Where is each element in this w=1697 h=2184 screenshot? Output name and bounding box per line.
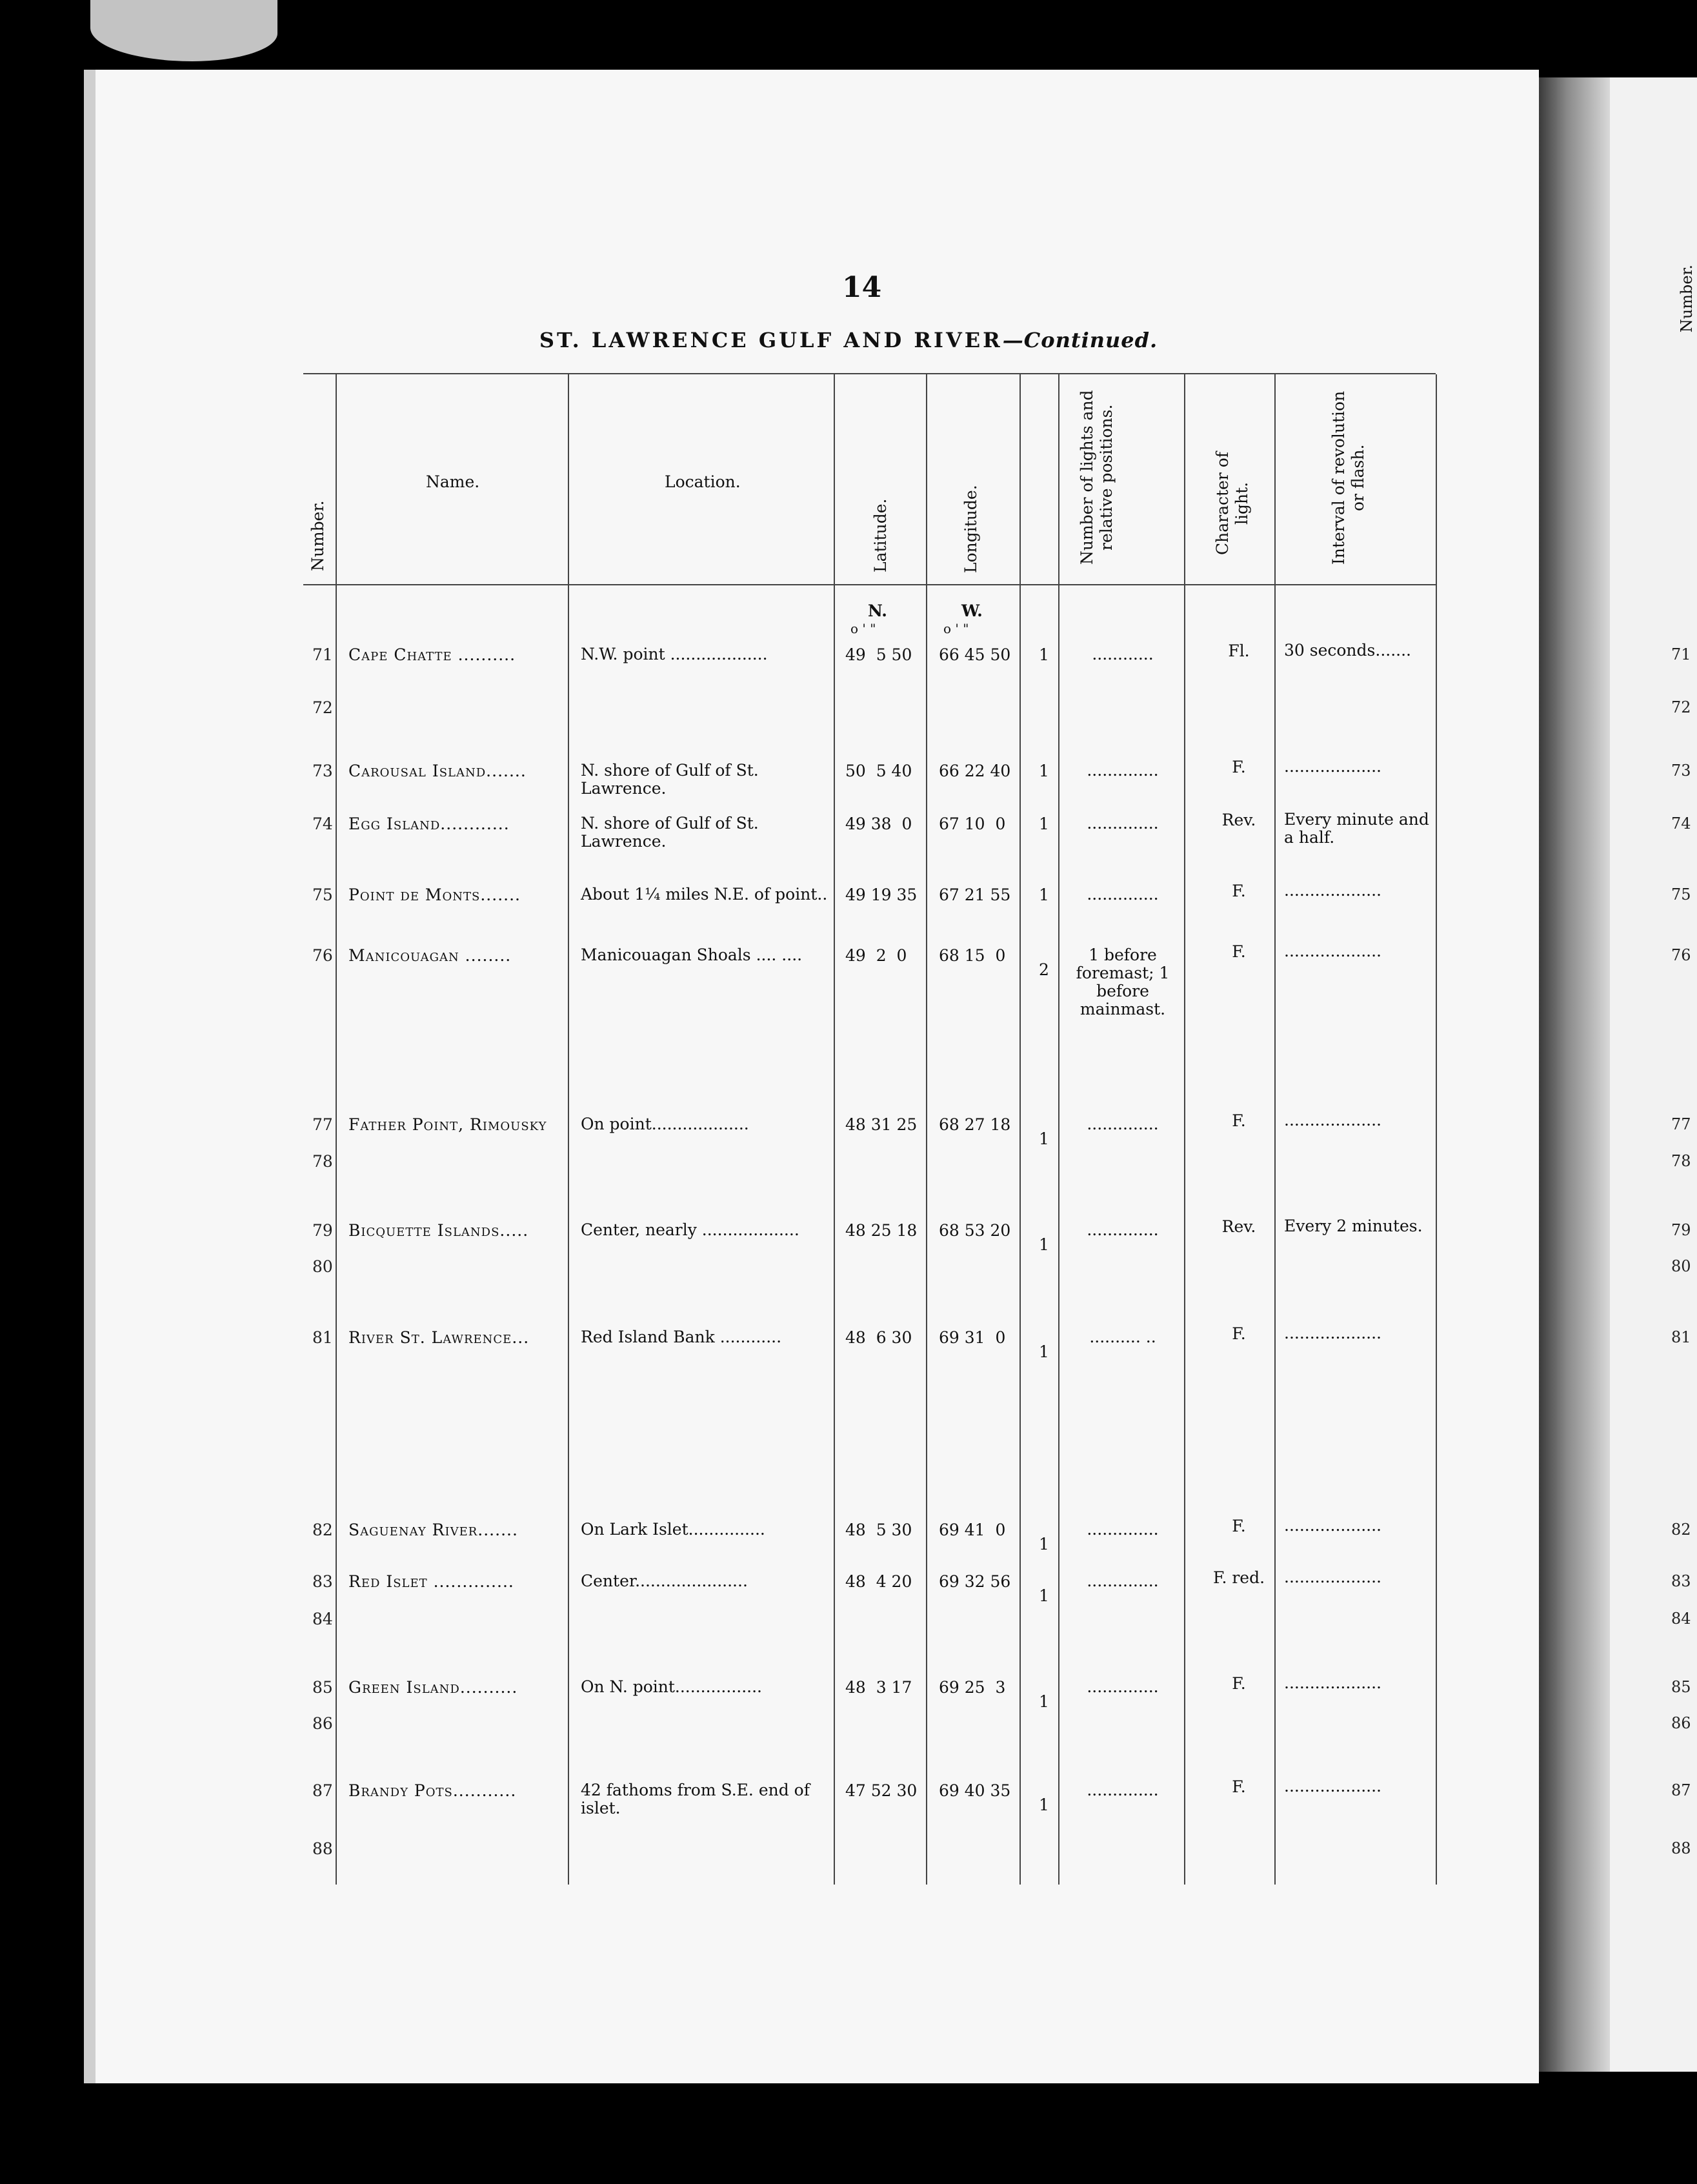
row-latitude: 48 6 30 xyxy=(845,1328,912,1347)
row-longitude: 66 45 50 xyxy=(939,645,1011,664)
row-light-positions: 1 before foremast; 1 before mainmast. xyxy=(1076,945,1170,1018)
column-divider xyxy=(568,374,569,1885)
facing-page-edge xyxy=(1610,77,1697,2072)
facing-page-row-number: 76 xyxy=(1671,946,1691,964)
row-interval: ................... xyxy=(1284,1111,1381,1129)
row-name: Red Islet .............. xyxy=(348,1572,514,1591)
row-character: Fl. xyxy=(1228,642,1250,660)
row-lights-count: 1 xyxy=(1039,1535,1049,1553)
section-title-continued: —Continued. xyxy=(1002,328,1158,352)
facing-page-row-number: 88 xyxy=(1671,1839,1691,1857)
row-number: 81 xyxy=(312,1328,333,1347)
row-light-positions: .............. xyxy=(1087,1572,1159,1590)
row-interval: ................... xyxy=(1284,1324,1381,1342)
facing-page-row-number: 87 xyxy=(1671,1781,1691,1799)
row-number: 83 xyxy=(312,1572,333,1591)
row-number: 88 xyxy=(312,1839,333,1858)
facing-page-number-header: Number. xyxy=(1678,265,1696,333)
row-lights-count: 1 xyxy=(1039,1586,1049,1605)
header-character: Character of light. xyxy=(1213,451,1251,556)
row-location: N. shore of Gulf of St. Lawrence. xyxy=(581,814,759,851)
row-name: Green Island.......... xyxy=(348,1678,518,1697)
row-location: On N. point................. xyxy=(581,1677,763,1696)
row-light-positions: ............ xyxy=(1092,645,1154,663)
facing-page-row-number: 71 xyxy=(1671,645,1691,663)
facing-page-row-number: 80 xyxy=(1671,1257,1691,1275)
row-location: Manicouagan Shoals .... .... xyxy=(581,945,803,964)
row-name: Brandy Pots........... xyxy=(348,1781,517,1800)
row-latitude: 49 2 0 xyxy=(845,946,907,965)
header-location: Location. xyxy=(665,472,741,491)
row-number: 78 xyxy=(312,1152,333,1171)
row-lights-count: 1 xyxy=(1039,1692,1049,1711)
latitude-dms-marks: o ' " xyxy=(850,621,876,636)
row-number: 80 xyxy=(312,1257,333,1276)
row-lights-count: 1 xyxy=(1039,762,1049,780)
header-number: Number. xyxy=(308,500,327,571)
row-character: F. xyxy=(1232,1517,1246,1535)
row-number: 71 xyxy=(312,645,333,664)
row-location: N.W. point ................... xyxy=(581,645,768,663)
row-light-positions: .............. xyxy=(1087,1520,1159,1539)
row-latitude: 49 5 50 xyxy=(845,645,912,664)
row-number: 74 xyxy=(312,814,333,833)
row-latitude: 49 19 35 xyxy=(845,885,918,904)
row-latitude: 48 3 17 xyxy=(845,1678,912,1697)
row-number: 82 xyxy=(312,1521,333,1539)
row-lights-count: 1 xyxy=(1039,645,1049,664)
row-interval: ................... xyxy=(1284,942,1381,960)
row-character: F. xyxy=(1232,1674,1246,1693)
row-longitude: 68 53 20 xyxy=(939,1221,1011,1240)
row-latitude: 48 31 25 xyxy=(845,1115,918,1134)
row-number: 85 xyxy=(312,1678,333,1697)
header-latitude: Latitude. xyxy=(871,498,890,573)
row-character: F. red. xyxy=(1213,1568,1265,1587)
row-latitude: 49 38 0 xyxy=(845,814,912,833)
row-number: 84 xyxy=(312,1610,333,1628)
row-character: F. xyxy=(1232,882,1246,900)
row-name: Manicouagan ........ xyxy=(348,946,512,965)
row-light-positions: .............. xyxy=(1087,885,1159,904)
row-lights-count: 2 xyxy=(1039,960,1049,979)
row-number: 75 xyxy=(312,885,333,904)
column-divider xyxy=(1019,374,1021,1885)
row-character: F. xyxy=(1232,942,1246,961)
row-character: F. xyxy=(1232,758,1246,776)
facing-page-row-number: 78 xyxy=(1671,1152,1691,1170)
row-interval: Every 2 minutes. xyxy=(1284,1217,1423,1235)
row-light-positions: .............. xyxy=(1087,814,1159,833)
header-interval: Interval of revolution or flash. xyxy=(1329,390,1367,565)
row-number: 72 xyxy=(312,698,333,717)
column-divider xyxy=(834,374,835,1885)
row-light-positions: .......... .. xyxy=(1089,1328,1156,1346)
row-location: Red Island Bank ............ xyxy=(581,1328,782,1346)
facing-page-row-number: 86 xyxy=(1671,1714,1691,1732)
row-light-positions: .............. xyxy=(1087,1220,1159,1239)
row-longitude: 67 10 0 xyxy=(939,814,1006,833)
row-latitude: 48 5 30 xyxy=(845,1521,912,1539)
row-light-positions: .............. xyxy=(1087,1115,1159,1133)
longitude-dms-marks: o ' " xyxy=(943,621,969,636)
row-longitude: 69 25 3 xyxy=(939,1678,1006,1697)
row-number: 87 xyxy=(312,1781,333,1800)
row-number: 86 xyxy=(312,1714,333,1733)
facing-page-row-number: 84 xyxy=(1671,1610,1691,1628)
row-character: F. xyxy=(1232,1111,1246,1130)
row-latitude: 48 4 20 xyxy=(845,1572,912,1591)
facing-page-row-number: 79 xyxy=(1671,1221,1691,1239)
row-character: Rev. xyxy=(1221,1217,1256,1236)
row-interval: ................... xyxy=(1284,1673,1381,1692)
row-longitude: 69 40 35 xyxy=(939,1781,1011,1800)
column-divider xyxy=(336,374,337,1885)
row-interval: ................... xyxy=(1284,881,1381,900)
row-location: On point................... xyxy=(581,1115,749,1133)
row-light-positions: .............. xyxy=(1087,1677,1159,1696)
row-name: Carousal Island....... xyxy=(348,762,527,780)
binding-shadow xyxy=(1539,77,1610,2072)
facing-page-row-number: 75 xyxy=(1671,885,1691,904)
row-interval: ................... xyxy=(1284,1516,1381,1535)
row-interval: ................... xyxy=(1284,1568,1381,1586)
header-bottom-rule xyxy=(303,584,1436,585)
row-longitude: 68 15 0 xyxy=(939,946,1006,965)
table-top-rule xyxy=(303,373,1436,374)
header-lights: Number of lights and relative positions. xyxy=(1078,390,1116,565)
row-lights-count: 1 xyxy=(1039,885,1049,904)
row-longitude: 69 32 56 xyxy=(939,1572,1011,1591)
row-name: Bicquette Islands..... xyxy=(348,1221,529,1240)
page-corner-damage xyxy=(90,0,277,61)
longitude-hemisphere: W. xyxy=(961,602,983,620)
row-lights-count: 1 xyxy=(1039,1795,1049,1814)
row-longitude: 68 27 18 xyxy=(939,1115,1011,1134)
column-divider xyxy=(1184,374,1185,1885)
facing-page-row-number: 82 xyxy=(1671,1521,1691,1539)
row-lights-count: 1 xyxy=(1039,1235,1049,1254)
row-lights-count: 1 xyxy=(1039,814,1049,833)
row-lights-count: 1 xyxy=(1039,1129,1049,1148)
section-title-text: ST. LAWRENCE GULF AND RIVER xyxy=(539,328,1003,352)
row-location: On Lark Islet............... xyxy=(581,1520,765,1539)
row-location: 42 fathoms from S.E. end of islet. xyxy=(581,1781,810,1817)
column-divider xyxy=(1436,374,1437,1885)
facing-page-row-number: 81 xyxy=(1671,1328,1691,1346)
latitude-hemisphere: N. xyxy=(868,602,887,620)
row-name: Egg Island............ xyxy=(348,814,510,833)
row-location: N. shore of Gulf of St. Lawrence. xyxy=(581,761,759,798)
column-divider xyxy=(1274,374,1276,1885)
row-name: River St. Lawrence... xyxy=(348,1328,530,1347)
section-title xyxy=(0,328,1697,352)
header-name: Name. xyxy=(426,472,480,491)
row-latitude: 48 25 18 xyxy=(845,1221,918,1240)
row-character: F. xyxy=(1232,1324,1246,1343)
row-interval: 30 seconds....... xyxy=(1284,641,1411,660)
row-number: 73 xyxy=(312,762,333,780)
row-longitude: 69 31 0 xyxy=(939,1328,1006,1347)
header-longitude: Longitude. xyxy=(961,485,980,574)
row-number: 77 xyxy=(312,1115,333,1134)
row-number: 76 xyxy=(312,946,333,965)
row-location: About 1¼ miles N.E. of point.. xyxy=(581,885,828,904)
row-name: Point de Monts....... xyxy=(348,885,521,904)
row-location: Center, nearly ................... xyxy=(581,1220,799,1239)
row-interval: ................... xyxy=(1284,757,1381,776)
row-latitude: 50 5 40 xyxy=(845,762,912,780)
row-longitude: 69 41 0 xyxy=(939,1521,1006,1539)
row-lights-count: 1 xyxy=(1039,1342,1049,1361)
column-divider xyxy=(926,374,927,1885)
row-name: Saguenay River....... xyxy=(348,1521,518,1539)
page-number: 14 xyxy=(842,271,882,304)
row-name: Father Point, Rimousky xyxy=(348,1115,547,1134)
facing-page-row-number: 74 xyxy=(1671,814,1691,833)
row-interval: ................... xyxy=(1284,1777,1381,1795)
row-light-positions: .............. xyxy=(1087,1781,1159,1799)
row-number: 79 xyxy=(312,1221,333,1240)
facing-page-row-number: 85 xyxy=(1671,1678,1691,1696)
facing-page-row-number: 73 xyxy=(1671,762,1691,780)
row-name: Cape Chatte .......... xyxy=(348,645,516,664)
row-character: Rev. xyxy=(1221,811,1256,829)
column-divider xyxy=(1058,374,1059,1885)
facing-page-row-number: 77 xyxy=(1671,1115,1691,1133)
row-longitude: 66 22 40 xyxy=(939,762,1011,780)
facing-page-row-number: 72 xyxy=(1671,698,1691,716)
facing-page-row-number: 83 xyxy=(1671,1572,1691,1590)
row-longitude: 67 21 55 xyxy=(939,885,1011,904)
row-character: F. xyxy=(1232,1777,1246,1796)
row-latitude: 47 52 30 xyxy=(845,1781,918,1800)
row-location: Center...................... xyxy=(581,1572,748,1590)
row-interval: Every minute and a half. xyxy=(1284,810,1429,847)
row-light-positions: .............. xyxy=(1087,761,1159,780)
